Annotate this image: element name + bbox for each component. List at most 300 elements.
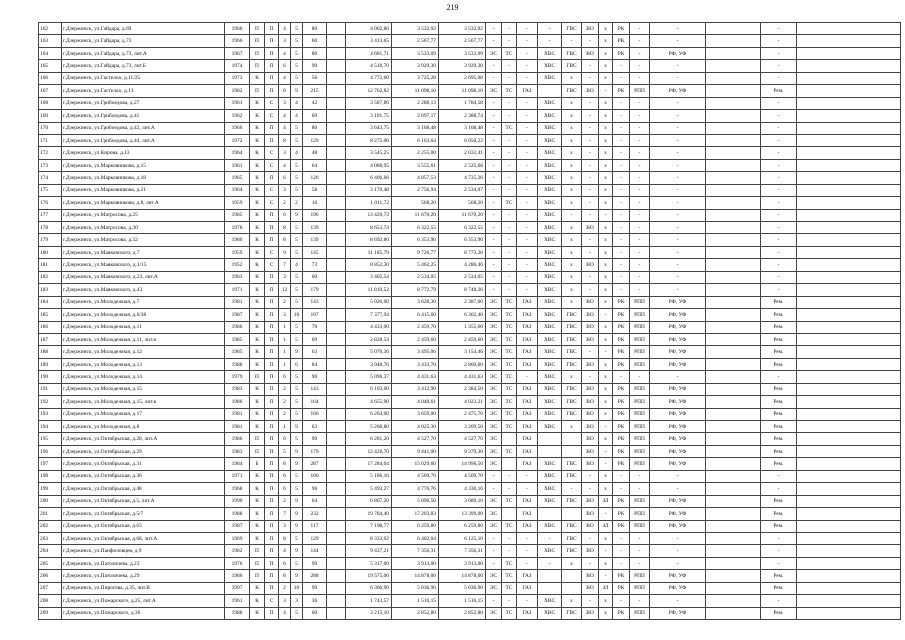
table-cell: 1983 — [225, 445, 250, 457]
table-cell: К — [250, 134, 265, 146]
table-cell: 178 — [39, 222, 62, 234]
table-cell: ХВС — [538, 321, 562, 333]
table-cell: 9 726,77 — [392, 246, 439, 258]
table-cell: 1982 — [225, 85, 250, 97]
table-cell: ГВС — [562, 532, 582, 544]
table-cell — [706, 607, 761, 619]
table-cell — [706, 508, 761, 520]
table-cell: - — [761, 122, 797, 134]
table-cell: 4 — [279, 110, 291, 122]
table-cell: К — [250, 358, 265, 370]
table-cell: - — [630, 72, 650, 84]
table-cell: 5 — [279, 445, 291, 457]
table-cell: - — [538, 532, 562, 544]
table-cell: 198 — [39, 470, 62, 482]
table-cell: РФ, УФ — [650, 433, 706, 445]
table-cell: Рем. — [761, 333, 797, 345]
table-cell: 3 533,09 — [392, 47, 439, 59]
table-cell: ГВС — [562, 470, 582, 482]
table-cell: ТС — [502, 445, 517, 457]
table-cell: ВО — [582, 458, 599, 470]
table-cell — [797, 532, 901, 544]
table-cell: 9 441,00 — [392, 445, 439, 457]
table-cell: 215 — [303, 85, 327, 97]
table-cell: ЭС — [486, 433, 502, 445]
table-cell: К — [250, 321, 265, 333]
table-cell — [538, 433, 562, 445]
table-cell: г.Дзержинск, ул.Молодежная, д.6/38 — [62, 309, 225, 321]
table-cell: х — [599, 284, 613, 296]
table-cell: К — [250, 284, 265, 296]
table-cell: - — [582, 209, 599, 221]
table-cell: ВО — [582, 396, 599, 408]
table-cell: ХВС — [538, 296, 562, 308]
table-row — [39, 483, 901, 495]
table-cell: ВО — [582, 433, 599, 445]
table-cell: х — [599, 159, 613, 171]
table-row — [39, 35, 901, 47]
table-cell: ХВС — [538, 97, 562, 109]
table-cell: - — [630, 284, 650, 296]
table-cell: 2 534,05 — [392, 271, 439, 283]
table-cell: 12 762,82 — [346, 85, 392, 97]
table-cell: - — [502, 209, 517, 221]
table-cell: - — [761, 371, 797, 383]
table-cell — [706, 445, 761, 457]
table-cell: 6 362,40 — [439, 309, 486, 321]
table-cell: - — [650, 470, 706, 482]
table-cell — [327, 470, 346, 482]
table-cell: 60 — [303, 110, 327, 122]
table-cell: - — [761, 595, 797, 607]
table-row — [39, 545, 901, 557]
table-cell: 3 — [279, 595, 291, 607]
table-cell: - — [538, 557, 562, 569]
table-cell: - — [761, 483, 797, 495]
table-cell: ГАЗ — [517, 383, 538, 395]
table-cell: г.Дзержинск, ул.Молодежная, д.11 — [62, 321, 225, 333]
table-cell: - — [517, 483, 538, 495]
table-cell — [797, 470, 901, 482]
table-row — [39, 197, 901, 209]
table-cell: - — [502, 545, 517, 557]
table-cell: - — [613, 271, 630, 283]
table-cell: ХВС — [538, 607, 562, 619]
table-cell: 4 772,60 — [346, 72, 392, 84]
table-cell: ТС — [502, 557, 517, 569]
table-cell: Рем. — [761, 396, 797, 408]
table-cell — [327, 346, 346, 358]
table-cell: 13 420,73 — [346, 209, 392, 221]
table-cell: 4 735,26 — [439, 172, 486, 184]
table-cell: 1 355,60 — [439, 321, 486, 333]
table-cell: 7 356,31 — [439, 545, 486, 557]
table-cell: 205 — [39, 557, 62, 569]
table-cell: - — [761, 545, 797, 557]
table-cell: ЗЛ — [599, 495, 613, 507]
table-cell: 2 032,41 — [439, 147, 486, 159]
table-cell — [706, 47, 761, 59]
table-cell: 3 405,54 — [346, 271, 392, 283]
table-cell — [706, 495, 761, 507]
table-cell — [797, 520, 901, 532]
table-cell: 1959 — [225, 197, 250, 209]
table-cell: РК — [613, 495, 630, 507]
table-cell: РК — [613, 309, 630, 321]
table-cell: х — [562, 271, 582, 283]
table-cell: 180 — [39, 246, 62, 258]
table-cell: - — [486, 470, 502, 482]
table-cell: П — [265, 445, 279, 457]
table-row — [39, 470, 901, 482]
table-cell: 2 — [279, 495, 291, 507]
table-cell: ТС — [502, 309, 517, 321]
table-cell: РПП — [630, 508, 650, 520]
table-cell: 6 415,60 — [392, 309, 439, 321]
table-cell: 8 333,02 — [346, 532, 392, 544]
table-cell: - — [613, 246, 630, 258]
table-row — [39, 458, 901, 470]
table-cell — [706, 296, 761, 308]
table-cell: - — [486, 284, 502, 296]
table-cell — [706, 172, 761, 184]
table-cell — [797, 122, 901, 134]
table-cell: 1961 — [225, 595, 250, 607]
table-cell: - — [517, 35, 538, 47]
table-cell: Рем. — [761, 346, 797, 358]
table-cell: К — [250, 246, 265, 258]
table-cell: 139 — [303, 222, 327, 234]
table-cell: ХВС — [538, 259, 562, 271]
table-row — [39, 259, 901, 271]
table-cell: - — [613, 259, 630, 271]
table-row — [39, 60, 901, 72]
table-cell: 2 697,17 — [392, 110, 439, 122]
table-cell: 199 — [39, 483, 62, 495]
table-cell: П — [265, 582, 279, 594]
table-cell: РФ, УФ — [650, 296, 706, 308]
table-cell — [327, 159, 346, 171]
table-cell: - — [761, 72, 797, 84]
table-cell: 1963 — [225, 271, 250, 283]
table-cell — [327, 60, 346, 72]
table-cell: 8 773,26 — [439, 246, 486, 258]
table-cell: ТС — [502, 421, 517, 433]
table-cell: 186 — [39, 321, 62, 333]
table-cell: - — [562, 209, 582, 221]
table-cell: 80 — [303, 122, 327, 134]
table-cell: - — [517, 184, 538, 196]
table-cell: ХВС — [538, 60, 562, 72]
table-cell: П — [265, 85, 279, 97]
table-cell: х — [599, 408, 613, 420]
table-cell: 3 — [279, 271, 291, 283]
table-cell: - — [599, 346, 613, 358]
table-cell — [797, 172, 901, 184]
table-cell: х — [562, 371, 582, 383]
table-cell: - — [613, 483, 630, 495]
table-row — [39, 309, 901, 321]
table-cell — [706, 582, 761, 594]
table-cell: х — [599, 470, 613, 482]
table-cell: 4 — [279, 159, 291, 171]
table-cell: х — [562, 222, 582, 234]
table-cell: ГАЗ — [517, 296, 538, 308]
table-cell: - — [582, 97, 599, 109]
table-cell: г.Дзержинск, ул.Гастелло, д.13 — [62, 85, 225, 97]
table-cell: - — [630, 197, 650, 209]
table-cell: - — [486, 259, 502, 271]
table-cell: 5 — [291, 134, 303, 146]
table-cell: ТС — [502, 333, 517, 345]
table-cell: 1966 — [225, 35, 250, 47]
table-cell: 6 103,00 — [346, 383, 392, 395]
table-cell: - — [517, 172, 538, 184]
table-cell — [327, 421, 346, 433]
table-cell: х — [562, 234, 582, 246]
table-cell: ГАЗ — [517, 85, 538, 97]
table-cell: П — [250, 557, 265, 569]
table-cell: 5 — [291, 246, 303, 258]
table-cell — [797, 97, 901, 109]
table-cell: - — [650, 259, 706, 271]
table-cell: ЭС — [486, 371, 502, 383]
table-cell: РК — [613, 35, 630, 47]
table-cell: РК — [613, 508, 630, 520]
table-cell — [706, 97, 761, 109]
table-cell: - — [613, 222, 630, 234]
table-cell: ХВС — [538, 147, 562, 159]
table-row — [39, 97, 901, 109]
table-cell: х — [562, 172, 582, 184]
table-cell: 14 878,00 — [392, 570, 439, 582]
table-cell: ЭС — [486, 333, 502, 345]
table-cell: 162 — [39, 23, 62, 35]
table-cell: х — [599, 222, 613, 234]
table-cell: - — [599, 85, 613, 97]
table-cell: - — [630, 371, 650, 383]
table-cell: П — [265, 222, 279, 234]
table-cell: 1959 — [225, 246, 250, 258]
table-cell — [797, 159, 901, 171]
table-cell — [706, 134, 761, 146]
table-row — [39, 358, 901, 370]
table-cell: - — [582, 122, 599, 134]
table-cell: 8 748,26 — [439, 284, 486, 296]
table-cell: - — [613, 97, 630, 109]
table-cell: - — [630, 532, 650, 544]
table-cell: РФ, УФ — [650, 445, 706, 457]
table-cell: 568,20 — [439, 197, 486, 209]
table-cell: - — [582, 110, 599, 122]
table-cell: Рем. — [761, 309, 797, 321]
table-cell: 96 — [303, 483, 327, 495]
table-cell: 1971 — [225, 284, 250, 296]
table-cell: 2 288,13 — [392, 97, 439, 109]
table-row — [39, 421, 901, 433]
table-cell: - — [486, 97, 502, 109]
table-cell: 2 475,70 — [439, 408, 486, 420]
table-cell: Рем. — [761, 495, 797, 507]
table-cell: ГАЗ — [517, 408, 538, 420]
table-cell: ЗЛ — [599, 582, 613, 594]
table-cell: ТС — [502, 495, 517, 507]
table-cell: ГВС — [562, 396, 582, 408]
table-cell: г.Дзержинск, ул.Гастелло, д.11/25 — [62, 72, 225, 84]
table-cell: 8 692,80 — [346, 234, 392, 246]
table-cell: х — [562, 134, 582, 146]
table-cell — [327, 495, 346, 507]
table-cell: П — [250, 545, 265, 557]
table-cell: - — [761, 110, 797, 122]
table-cell — [797, 35, 901, 47]
table-cell — [327, 545, 346, 557]
table-cell: - — [486, 35, 502, 47]
table-cell: - — [650, 271, 706, 283]
table-cell: П — [265, 333, 279, 345]
table-cell: К — [250, 408, 265, 420]
table-cell: ХВС — [538, 197, 562, 209]
table-cell: 9 — [291, 85, 303, 97]
table-cell — [327, 147, 346, 159]
table-cell: П — [250, 47, 265, 59]
table-cell: - — [517, 595, 538, 607]
table-cell: 9 — [291, 209, 303, 221]
table-cell: 80 — [303, 23, 327, 35]
table-cell: - — [650, 60, 706, 72]
table-cell: ГВС — [562, 60, 582, 72]
table-cell: - — [761, 234, 797, 246]
table-cell: РК — [613, 396, 630, 408]
table-cell: 4 — [291, 97, 303, 109]
table-cell: 177 — [39, 209, 62, 221]
table-cell — [327, 508, 346, 520]
table-cell: РК — [613, 296, 630, 308]
table-cell: 3 — [279, 184, 291, 196]
table-cell: - — [502, 595, 517, 607]
table-cell — [797, 383, 901, 395]
table-cell: - — [630, 259, 650, 271]
table-cell: - — [517, 134, 538, 146]
table-cell — [502, 433, 517, 445]
table-cell — [327, 47, 346, 59]
table-cell — [562, 508, 582, 520]
table-cell: 9 — [291, 570, 303, 582]
table-cell: х — [599, 246, 613, 258]
table-cell: - — [761, 60, 797, 72]
table-cell: - — [630, 271, 650, 283]
table-cell: ХВС — [538, 72, 562, 84]
table-cell: 4 681,71 — [346, 47, 392, 59]
table-cell: 179 — [39, 234, 62, 246]
table-cell: г.Дзержинск, ул.Гайдара, д.73, лит.Б — [62, 60, 225, 72]
table-cell — [797, 557, 901, 569]
table-cell: 190 — [39, 371, 62, 383]
table-cell: 7 — [279, 508, 291, 520]
table-cell: х — [562, 147, 582, 159]
table-cell: 5 036,90 — [392, 582, 439, 594]
table-cell: ЭС — [486, 383, 502, 395]
table-cell: РФ, УФ — [650, 421, 706, 433]
table-cell: - — [486, 246, 502, 258]
table-cell: х — [562, 557, 582, 569]
table-cell: - — [650, 234, 706, 246]
table-cell: ХВС — [538, 358, 562, 370]
table-cell: - — [502, 35, 517, 47]
table-cell: х — [599, 433, 613, 445]
table-cell: х — [562, 246, 582, 258]
table-cell: 5 — [291, 408, 303, 420]
table-cell: 2 828,54 — [346, 333, 392, 345]
table-cell: ЭС — [486, 508, 502, 520]
table-cell: 117 — [303, 520, 327, 532]
table-cell: С — [265, 197, 279, 209]
table-cell: 6 353,90 — [392, 234, 439, 246]
table-cell: ВО — [582, 23, 599, 35]
table-cell: - — [582, 532, 599, 544]
table-cell: - — [502, 470, 517, 482]
table-cell: ГАЗ — [517, 495, 538, 507]
table-cell: ГАЗ — [517, 508, 538, 520]
table-cell: 4 527,70 — [392, 433, 439, 445]
table-cell: 60 — [303, 607, 327, 619]
table-cell: 4 509,70 — [392, 470, 439, 482]
table-cell: 14 996,50 — [439, 458, 486, 470]
table-cell: - — [486, 209, 502, 221]
table-cell: 3 587,86 — [346, 97, 392, 109]
table-cell: 1 — [279, 333, 291, 345]
table-cell: 4 048,61 — [392, 396, 439, 408]
table-cell: х — [599, 134, 613, 146]
table-cell: 5 — [291, 371, 303, 383]
table-cell: 6 — [279, 371, 291, 383]
table-cell: 5 — [291, 222, 303, 234]
table-cell: 3 929,30 — [439, 60, 486, 72]
table-cell: 100 — [303, 470, 327, 482]
table-cell: 70 — [303, 321, 327, 333]
table-cell: РФ, УФ — [650, 570, 706, 582]
table-cell: 5 493,27 — [346, 483, 392, 495]
table-cell: 1966 — [225, 122, 250, 134]
table-cell: 1965 — [225, 172, 250, 184]
table-cell: ТС — [502, 346, 517, 358]
table-cell: 7 377,94 — [346, 309, 392, 321]
table-cell: 5 076,36 — [346, 346, 392, 358]
table-cell: 5 462,25 — [392, 259, 439, 271]
table-cell — [706, 595, 761, 607]
table-cell: - — [630, 47, 650, 59]
table-cell: П — [265, 433, 279, 445]
table-cell: 2 — [279, 296, 291, 308]
table-cell — [327, 309, 346, 321]
table-cell: К — [250, 184, 265, 196]
table-cell — [327, 35, 346, 47]
table-cell: 3 170,48 — [346, 184, 392, 196]
table-cell: 4 — [279, 47, 291, 59]
table-cell: х — [599, 35, 613, 47]
table-cell — [706, 421, 761, 433]
table-cell: ЭС — [486, 582, 502, 594]
table-cell: - — [761, 259, 797, 271]
table-cell: - — [582, 234, 599, 246]
table-cell — [797, 271, 901, 283]
table-cell: 1984 — [225, 458, 250, 470]
table-cell: ТС — [502, 520, 517, 532]
table-cell: 197 — [39, 458, 62, 470]
table-cell: РПП — [630, 85, 650, 97]
table-cell: 1 — [279, 321, 291, 333]
table-cell: г.Дзержинск, ул.Гайдара, д.69 — [62, 23, 225, 35]
